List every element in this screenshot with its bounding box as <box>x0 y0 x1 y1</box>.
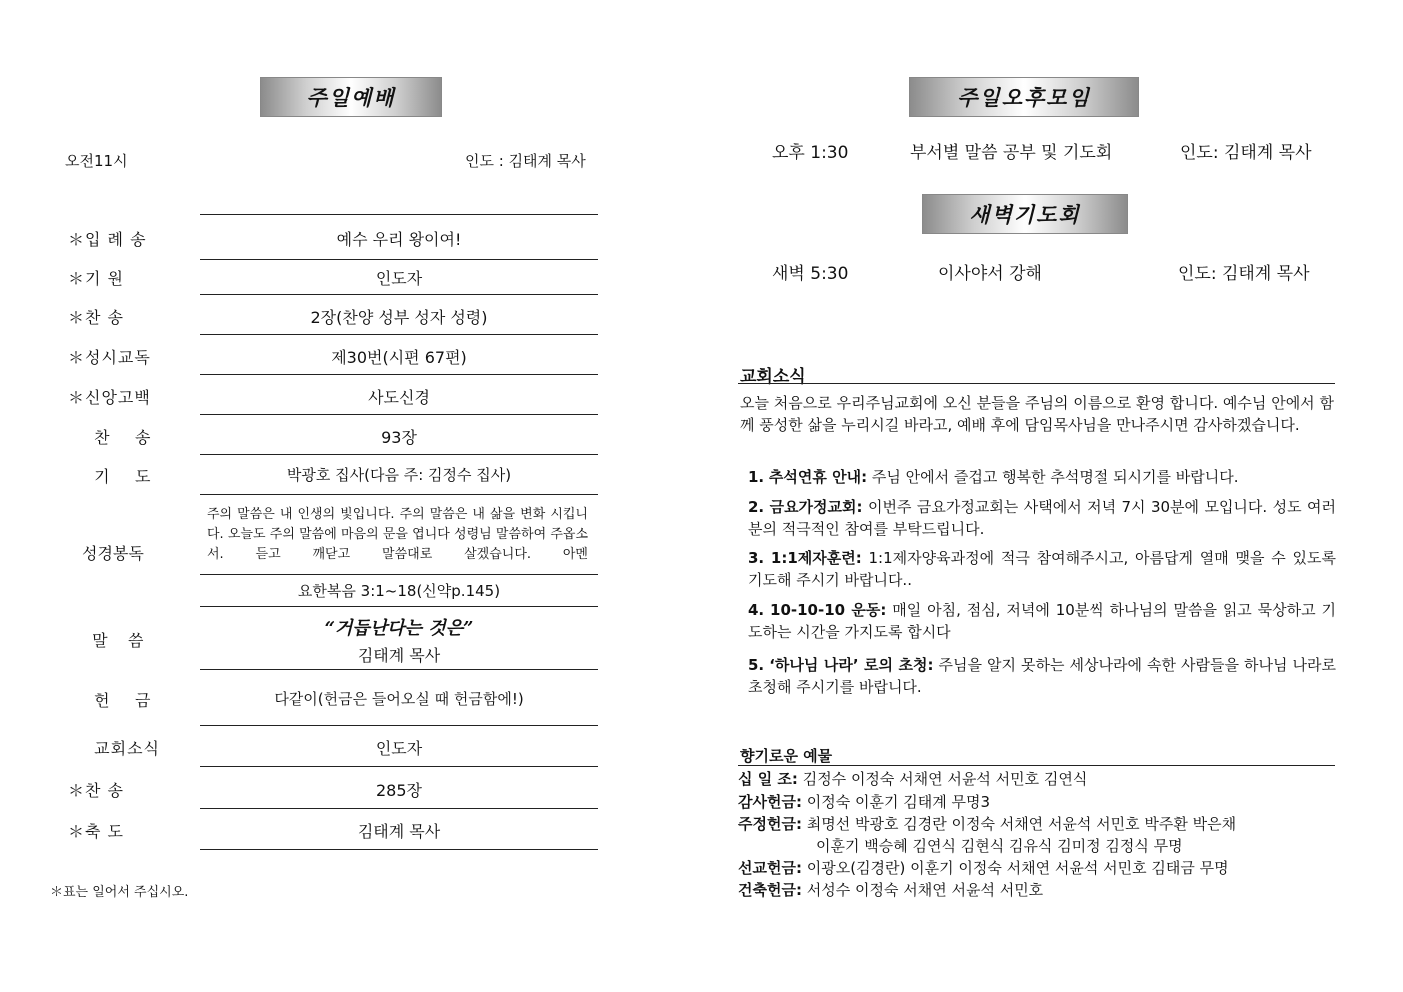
scripture-reference: 요한복음 3:1~18(신약p.145) <box>297 582 501 600</box>
divider <box>738 765 1335 766</box>
afternoon-leader: 인도: 김태계 목사 <box>1180 143 1312 163</box>
news-item-number: 5. <box>748 656 765 674</box>
order-label: 기 도 <box>82 467 152 486</box>
offering-names: 김정수 이정숙 서채연 서윤석 서민호 김연식 <box>802 770 1088 788</box>
news-item-number: 3. <box>748 549 765 567</box>
worship-title: 주일예배 <box>260 77 442 117</box>
divider <box>200 606 598 607</box>
news-item-text: 매일 아침, 점심, 저녁에 10분씩 하나님의 말씀을 읽고 묵상하고 기도하는 시간을 가지도록 합시다 <box>748 601 1336 641</box>
divider <box>200 766 598 767</box>
offering-names: 서성수 이정숙 서채연 서윤석 서민호 <box>806 881 1044 899</box>
order-label: ＊신앙고백 <box>68 388 151 407</box>
news-heading: 교회소식 <box>740 367 806 387</box>
offering-heading: 향기로운 예물 <box>740 747 833 765</box>
order-value: 인도자 <box>375 269 423 288</box>
divider <box>200 808 598 809</box>
divider <box>200 454 598 455</box>
scripture-prayer: 주의 말씀은 내 인생의 빛입니다. 주의 말씀은 내 삶을 변화 시킵니다. 오늘도 주의 말씀에 마음의 문을 엽니다 성령님 말씀하여 주옵소서. 듣고 깨닫고 말씀대로 살겠습니다. 아멘 <box>207 507 588 562</box>
news-item-title: 1:1제자훈련: <box>770 549 862 567</box>
order-label: 헌 금 <box>82 691 152 710</box>
afternoon-time: 오후 1:30 <box>772 143 849 163</box>
news-item-title: 추석연휴 안내: <box>768 468 868 486</box>
divider <box>200 214 598 215</box>
news-item <box>748 654 1336 698</box>
offering-names: 이훈기 백승혜 김연식 김현식 김유식 김미정 김정식 무명 <box>816 837 1183 855</box>
news-item <box>748 599 1336 643</box>
news-intro: 오늘 처음으로 우리주님교회에 오신 분들을 주님의 이름으로 환영 합니다. 예수님 안에서 함께 풍성한 삶을 누리시길 바라고, 예배 후에 담임목사님을 만나주시면 감사하겠습니다. <box>740 394 1334 434</box>
order-value: 다같이(헌금은 들어오실 때 헌금함에!) <box>274 690 524 708</box>
order-value: 제30번(시편 67편) <box>331 348 467 367</box>
order-value: 김태계 목사 <box>357 822 441 841</box>
divider <box>200 725 598 726</box>
news-item-text: 주님을 알지 못하는 세상나라에 속한 사람들을 하나님 나라로 초청해 주시기를 바랍니다. <box>748 656 1336 696</box>
news-item-title: 금요가정교회: <box>769 498 863 516</box>
divider <box>738 383 1335 384</box>
offering-label: 감사헌금: <box>738 793 802 811</box>
offering-names: 이광오(김경란) 이훈기 이정숙 서채연 서윤석 서민호 김태금 무명 <box>806 859 1229 877</box>
sermon-label: 말 씀 <box>82 631 144 650</box>
sermon-title: “거듭난다는 것은” <box>324 618 474 639</box>
divider <box>200 334 598 335</box>
order-value: 2장(찬양 성부 성자 성령) <box>310 308 488 327</box>
order-label: ＊찬 송 <box>68 308 124 327</box>
order-value: 인도자 <box>375 739 423 758</box>
order-label: ＊축 도 <box>68 822 124 841</box>
divider <box>200 669 598 670</box>
news-item-number: 1. <box>748 468 765 486</box>
divider <box>200 259 598 260</box>
dawn-leader: 인도: 김태계 목사 <box>1178 264 1310 284</box>
offering-row <box>816 835 1183 857</box>
offering-label: 주정헌금: <box>738 815 802 833</box>
scripture-label: 성경봉독 <box>82 544 144 563</box>
standing-note: ＊표는 일어서 주십시오. <box>50 885 189 900</box>
news-item-number: 4. <box>748 601 765 619</box>
offering-names: 이정숙 이훈기 김태계 무명3 <box>806 793 990 811</box>
offering-names: 최명선 박광호 김경란 이정숙 서채연 서윤석 서민호 박주환 박은채 <box>806 815 1237 833</box>
service-time: 오전11시 <box>65 152 128 170</box>
order-label: ＊기 원 <box>68 269 124 288</box>
divider <box>200 374 598 375</box>
offering-row <box>738 857 1229 879</box>
order-value: 박광호 집사(다음 주: 김정수 집사) <box>286 466 512 484</box>
divider <box>200 294 598 295</box>
sermon-preacher: 김태계 목사 <box>357 646 441 665</box>
divider <box>200 574 598 575</box>
offering-label: 선교헌금: <box>738 859 802 877</box>
order-value: 285장 <box>376 781 422 800</box>
news-item <box>748 547 1336 591</box>
dawn-title: 새벽기도회 <box>922 194 1128 234</box>
offering-row <box>738 879 1043 901</box>
news-item <box>748 496 1336 540</box>
news-item-title: ‘하나님 나라’ 로의 초청: <box>769 656 934 674</box>
service-leader: 인도 : 김태계 목사 <box>465 152 586 170</box>
divider <box>200 849 598 850</box>
order-label: ＊입 례 송 <box>68 230 147 249</box>
divider <box>200 414 598 415</box>
order-value: 사도신경 <box>368 388 430 407</box>
news-item <box>748 466 1336 488</box>
offering-label: 건축헌금: <box>738 881 802 899</box>
news-item-number: 2. <box>748 498 765 516</box>
order-value: 93장 <box>381 428 417 447</box>
order-label: ＊찬 송 <box>68 781 124 800</box>
afternoon-title: 주일오후모임 <box>909 77 1139 117</box>
order-label: 교회소식 <box>82 739 160 758</box>
offering-row <box>738 813 1236 835</box>
dawn-time: 새벽 5:30 <box>772 264 849 284</box>
news-item-text: 이번주 금요가정교회는 사택에서 저녁 7시 30분에 모입니다. 성도 여러분의 적극적인 참여를 부탁드립니다. <box>748 498 1336 538</box>
divider <box>200 494 598 495</box>
afternoon-desc: 부서별 말씀 공부 및 기도회 <box>910 143 1113 163</box>
order-label: ＊성시교독 <box>68 348 151 367</box>
order-label: 찬 송 <box>82 428 152 447</box>
dawn-desc: 이사야서 강해 <box>938 264 1042 284</box>
offering-row <box>738 791 990 813</box>
news-item-title: 10-10-10 운동: <box>770 601 887 619</box>
order-value: 예수 우리 왕이여! <box>336 230 462 249</box>
news-item-text: 주님 안에서 즐겁고 행복한 추석명절 되시기를 바랍니다. <box>871 468 1239 486</box>
news-item-text: 1:1제자양육과정에 적극 참여해주시고, 아름답게 열매 맺을 수 있도록 기도해 주시기 바랍니다.. <box>748 549 1336 589</box>
offering-label: 십 일 조: <box>738 770 798 788</box>
offering-row <box>738 768 1087 790</box>
